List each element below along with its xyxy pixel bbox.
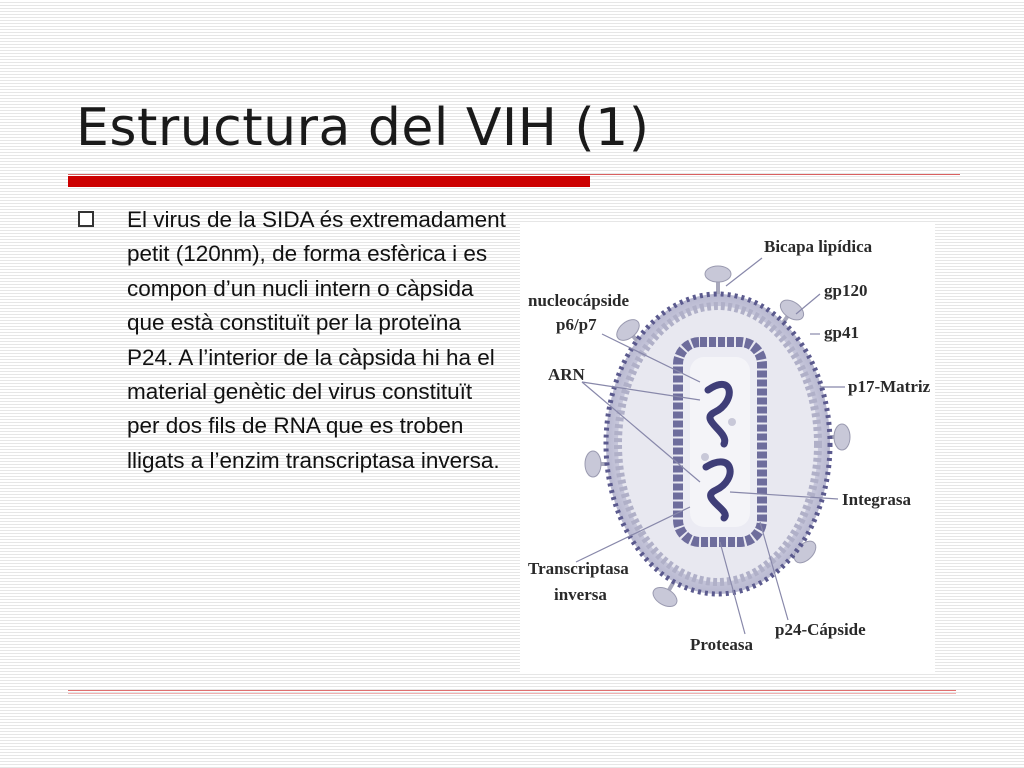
- label-gp120: gp120: [824, 281, 868, 300]
- label-transcriptasa: Transcriptasa: [528, 559, 629, 578]
- square-bullet-icon: [78, 211, 94, 227]
- bullet-paragraph: El virus de la SIDA és extremadament petit (120nm), de forma esfèrica i es compon d’un nucli intern o càpsida que està constituït per la proteïna P24. A l’interior de la càpsida hi ha el material genètic del virus constituït per dos fils de RNA que es troben lligats a l’enzim transcriptasa inversa.: [127, 207, 506, 473]
- title-accent-bar: [68, 176, 590, 187]
- hiv-diagram-svg: [520, 222, 935, 672]
- integrase-molecule: [701, 453, 709, 461]
- footer-divider-line-light: [68, 693, 956, 694]
- label-nucleocapside: nucleocápside: [528, 291, 630, 310]
- label-bicapa-lipidica: Bicapa lipídica: [764, 237, 873, 256]
- label-p24-capside: p24-Cápside: [775, 620, 866, 639]
- footer-divider-line: [68, 690, 956, 691]
- title-divider-line: [68, 174, 960, 175]
- label-inversa: inversa: [554, 585, 607, 604]
- label-gp41: gp41: [824, 323, 859, 342]
- hiv-structure-diagram: [520, 222, 935, 672]
- label-proteasa: Proteasa: [690, 635, 753, 654]
- slide-title: Estructura del VIH (1): [76, 98, 650, 158]
- label-p6-p7: p6/p7: [556, 315, 597, 334]
- reverse-transcriptase-molecule: [728, 418, 736, 426]
- label-integrasa: Integrasa: [842, 490, 911, 509]
- label-arn: ARN: [548, 365, 585, 384]
- label-p17-matriz: p17-Matriz: [848, 377, 931, 396]
